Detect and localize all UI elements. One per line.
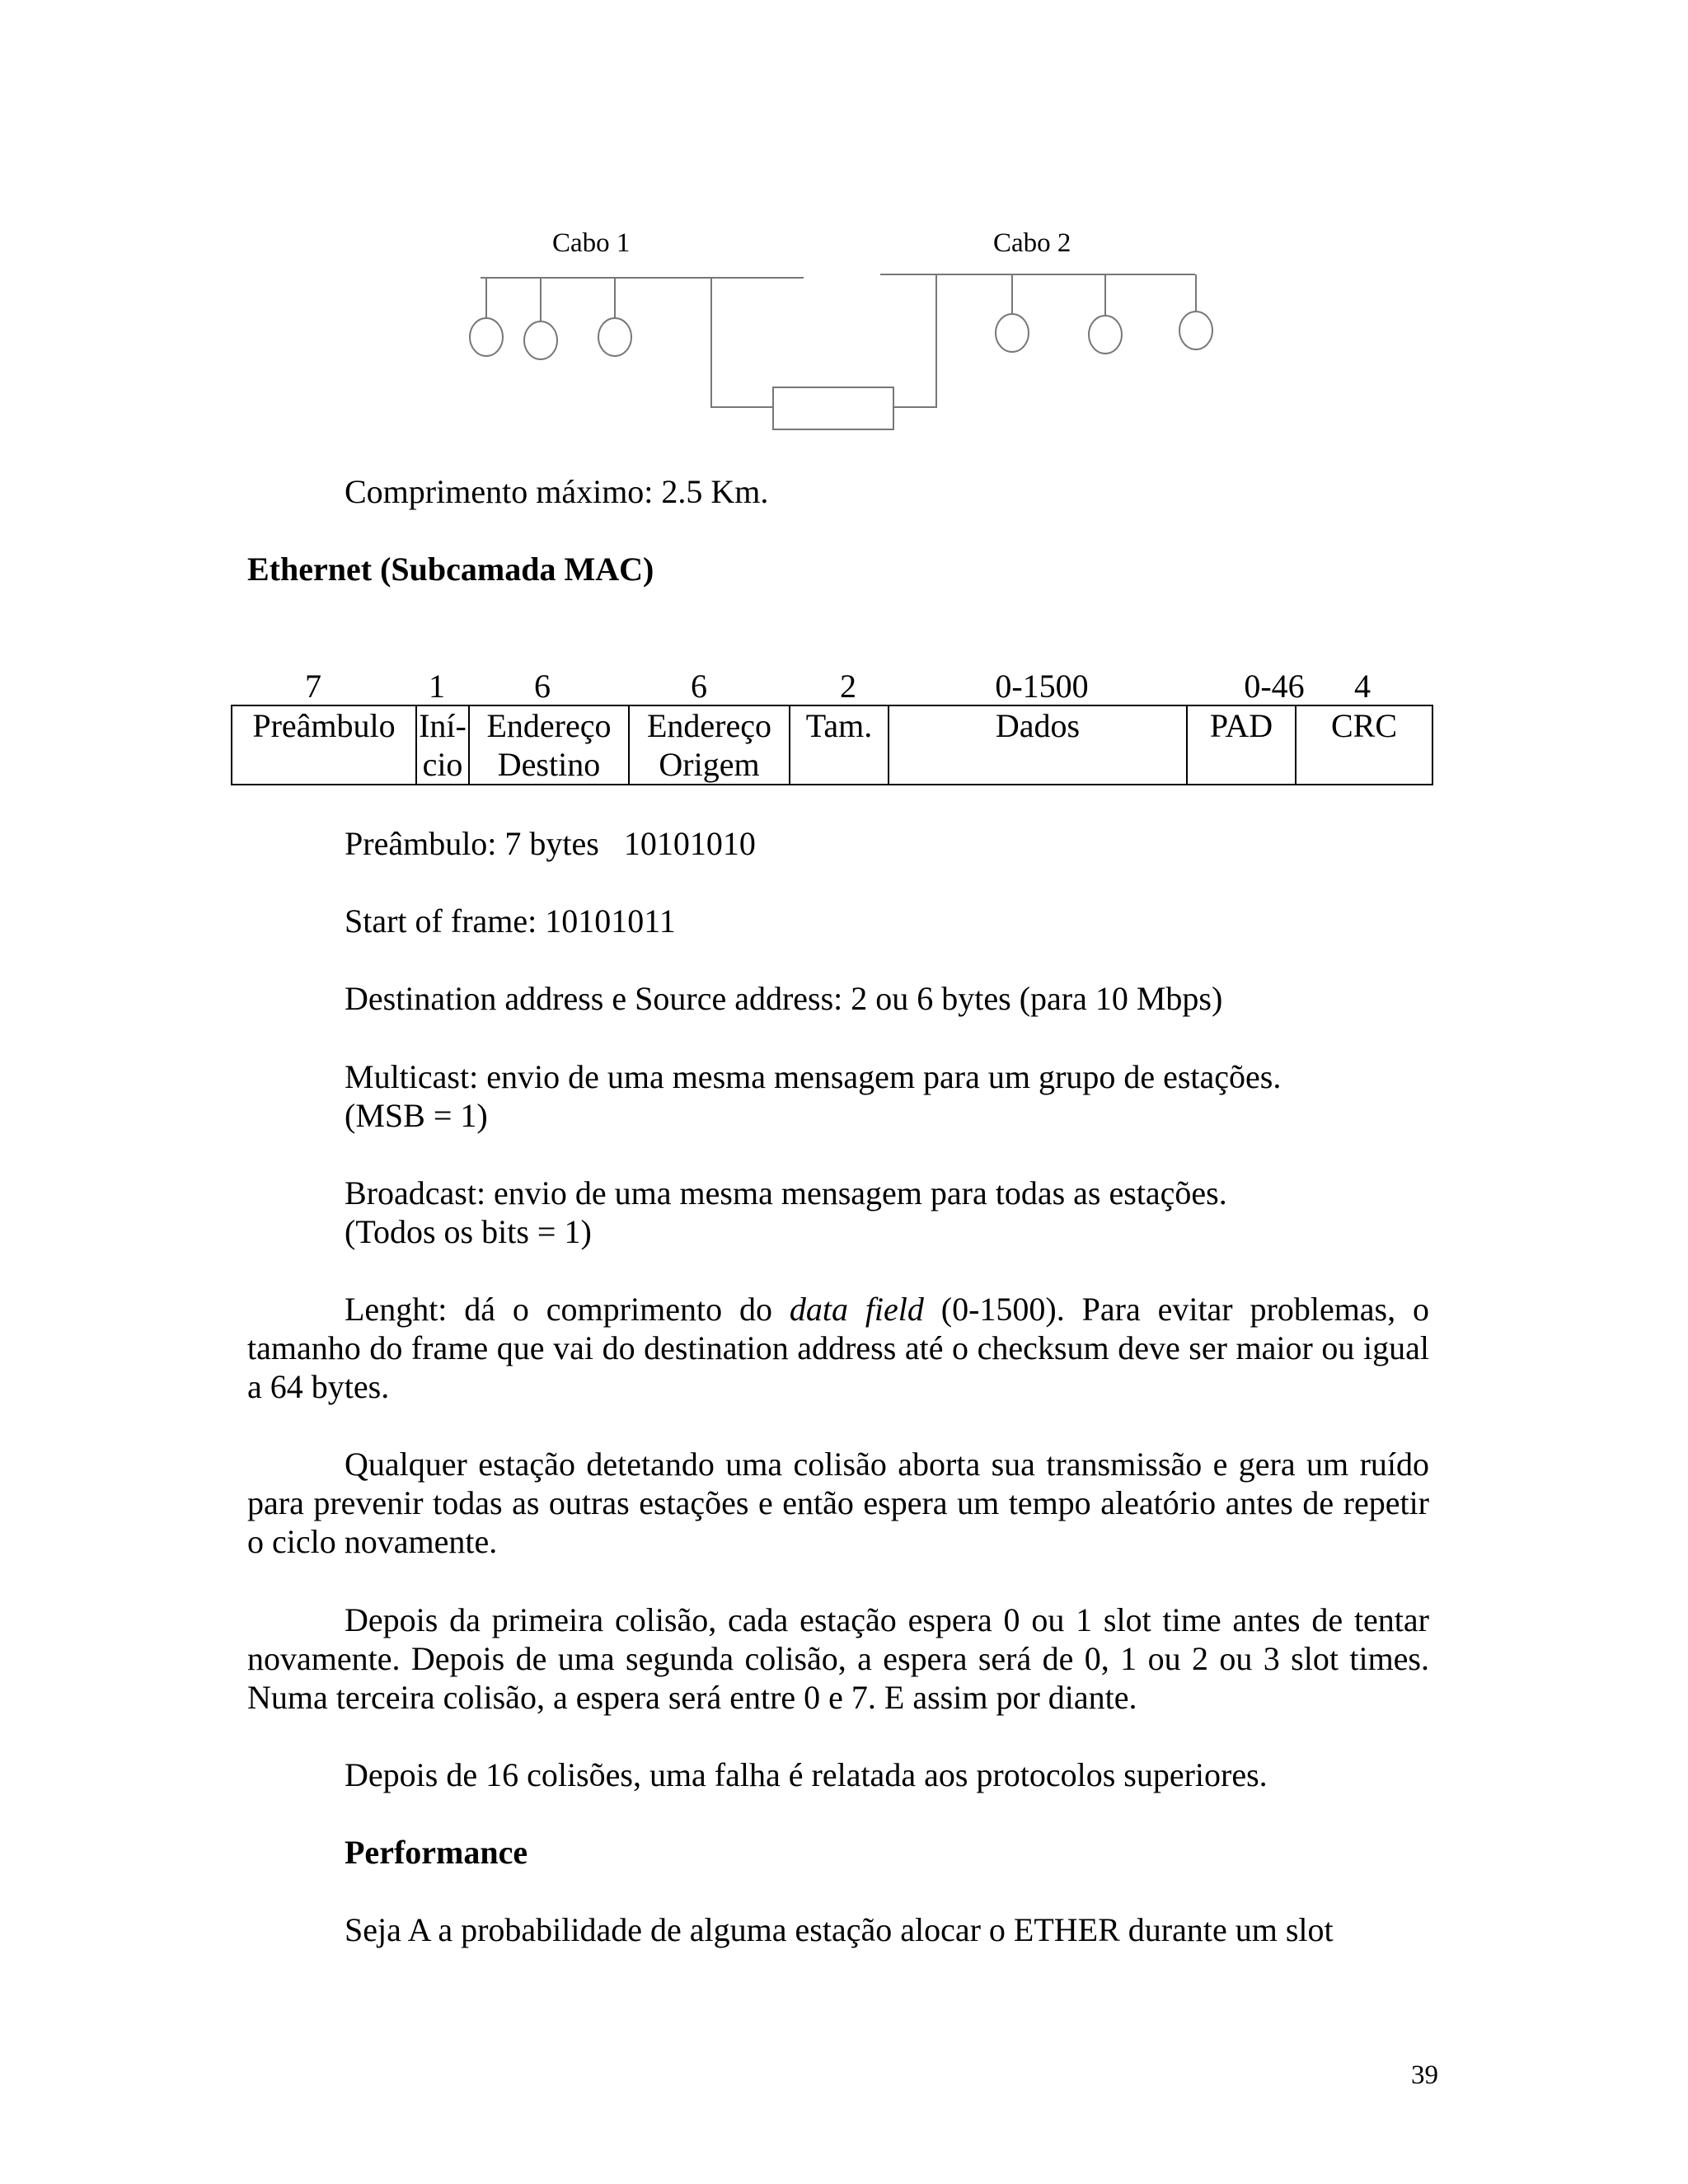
cable-diagram [0, 0, 1688, 445]
field-data: Dados [889, 705, 1187, 785]
multicast-note: (MSB = 1) [345, 1097, 488, 1134]
broadcast-note: (Todos os bits = 1) [345, 1213, 592, 1250]
cable-1-drop [711, 278, 773, 407]
length-text-2: (0-1500). Para evitar problemas, o tamanho do frame que vai do destination address até o checksum deve ser maior ou igual a 64 bytes. [247, 1291, 1430, 1405]
preamble-line: Preâmbulo: 7 bytes 10101010 [345, 825, 756, 862]
length-text-1: Lenght: dá o comprimento do [345, 1291, 790, 1328]
performance-line: Seja A a probabilidade de alguma estação alocar o ETHER durante um slot [345, 1911, 1334, 1948]
frame-size-pad: 0-46 [1244, 668, 1305, 705]
frame-size-preamble: 7 [305, 668, 321, 705]
station-5 [1089, 316, 1122, 354]
section-title: Ethernet (Subcamada MAC) [247, 551, 654, 588]
failure-line: Depois de 16 colisões, uma falha é relatada aos protocolos superiores. [345, 1756, 1268, 1793]
collision-paragraph: Qualquer estação detetando uma colisão aborta sua transmissão e gera um ruído para prevenir todas as outras estações e então espera um tempo aleatório antes de repetir o ciclo novamente. [247, 1446, 1429, 1560]
cable-2-label: Cabo 2 [993, 228, 1071, 258]
cable-2-drop [893, 274, 936, 407]
station-6 [1179, 312, 1212, 349]
addresses-line: Destination address e Source address: 2 ou 6 bytes (para 10 Mbps) [345, 980, 1223, 1017]
multicast-line: Multicast: envio de uma mesma mensagem para um grupo de estações. [345, 1058, 1282, 1095]
field-crc: CRC [1296, 705, 1432, 785]
length-paragraph [247, 1290, 1429, 1406]
repeater [773, 387, 893, 429]
frame-format-table [231, 705, 1433, 785]
page-number: 39 [1411, 2060, 1438, 2090]
station-3 [598, 318, 631, 356]
station-4 [996, 314, 1029, 352]
max-length-text: Comprimento máximo: 2.5 Km. [345, 473, 769, 510]
station-2 [524, 321, 557, 359]
broadcast-line: Broadcast: envio de uma mesma mensagem para todas as estações. [345, 1174, 1227, 1212]
frame-size-dest: 6 [534, 668, 551, 705]
start-of-frame-line: Start of frame: 10101011 [345, 902, 676, 940]
performance-title: Performance [345, 1834, 528, 1871]
frame-size-start: 1 [429, 668, 445, 705]
field-src-address: Endereço Origem [629, 705, 790, 785]
data-field-term: data field [789, 1291, 924, 1328]
backoff-paragraph: Depois da primeira colisão, cada estação espera 0 ou 1 slot time antes de tentar novamente. Depois de uma segunda colisão, a espera será de 0, 1 ou 2 ou 3 slot times. Numa terceira colisão, a espera será entre 0 e 7. E assim por diante. [247, 1601, 1429, 1716]
frame-size-crc: 4 [1354, 668, 1371, 705]
cable-1-label: Cabo 1 [552, 228, 631, 258]
field-length: Tam. [790, 705, 889, 785]
frame-size-src: 6 [691, 668, 707, 705]
field-pad: PAD [1187, 705, 1296, 785]
field-dest-address: Endereço Destino [469, 705, 629, 785]
frame-size-length: 2 [840, 668, 856, 705]
frame-fields-row [232, 705, 1432, 785]
frame-size-data: 0-1500 [995, 668, 1089, 705]
station-1 [470, 318, 503, 356]
field-preamble: Preâmbulo [232, 705, 416, 785]
field-start: Iní- cio [416, 705, 469, 785]
